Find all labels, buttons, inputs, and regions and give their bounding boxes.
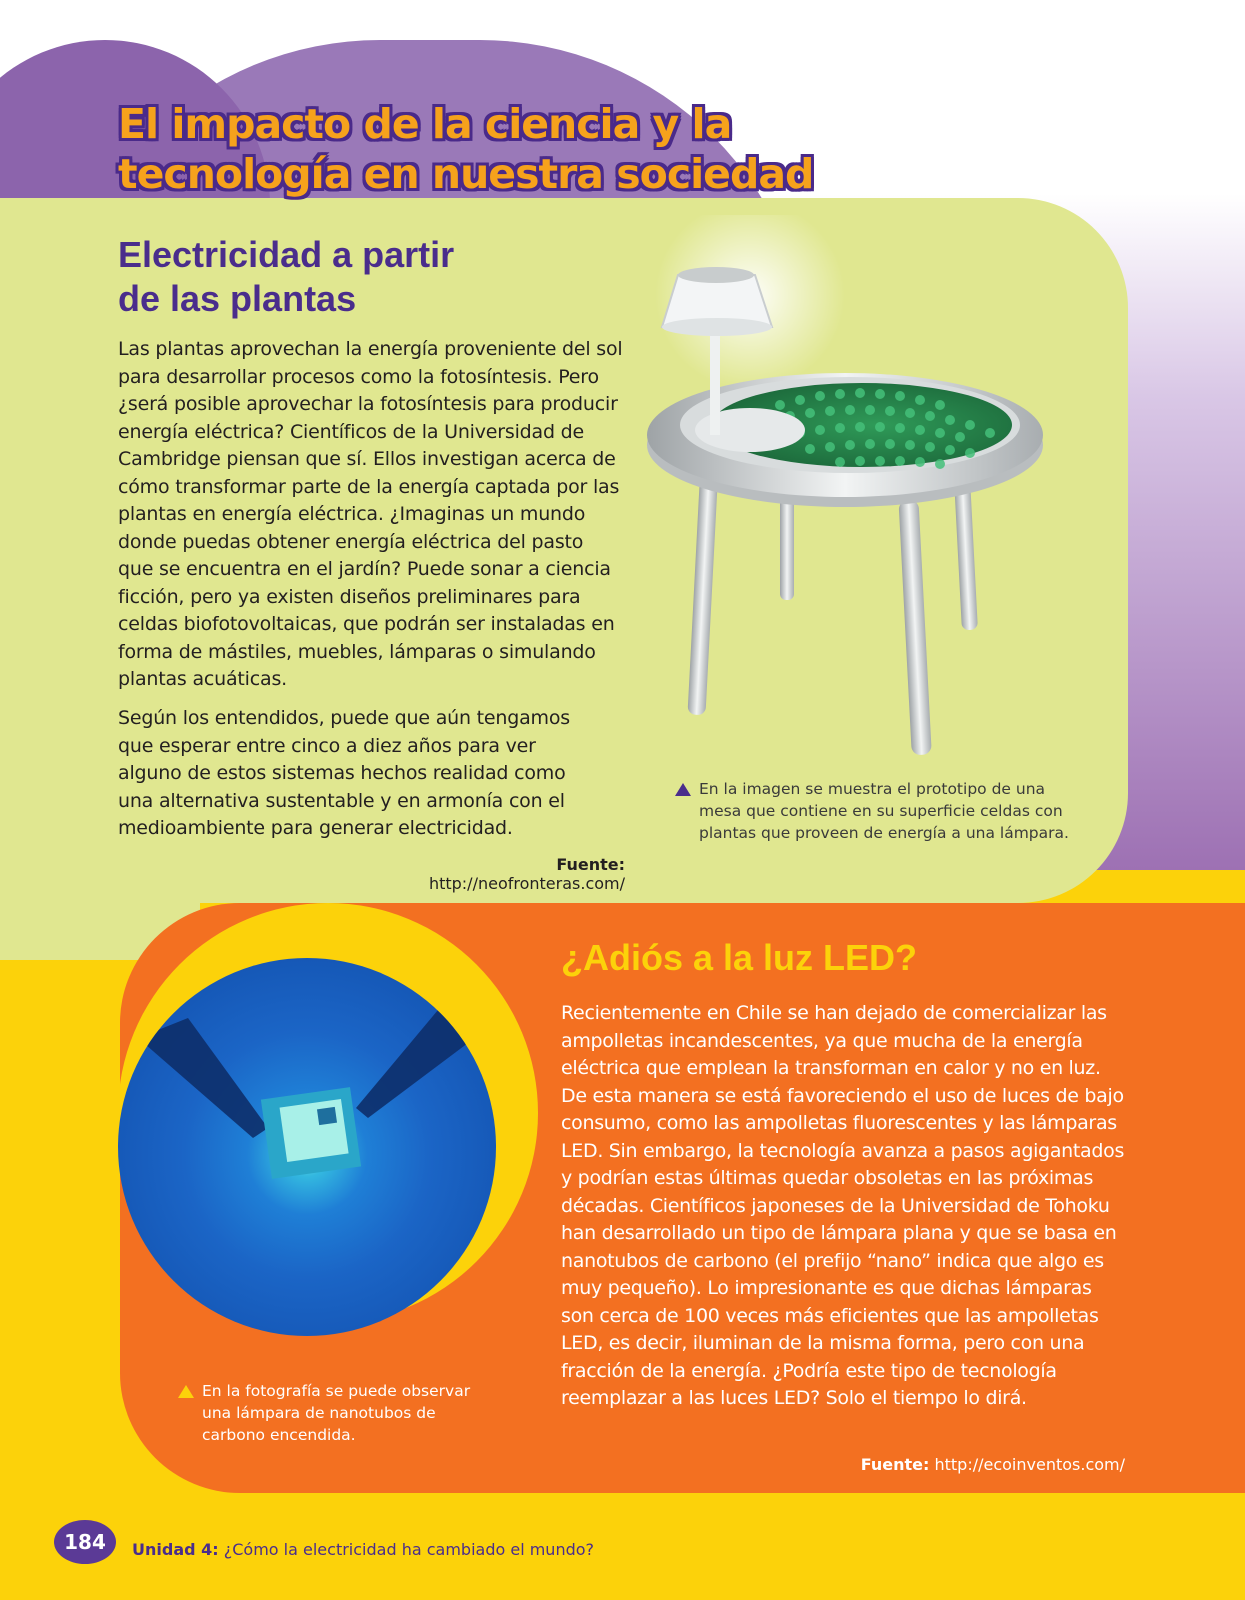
footer-unit-label: Unidad 4: — [132, 1540, 219, 1559]
caption-text: En la fotografía se puede observar una lámpara de nanotubos de carbono encendida. — [202, 1382, 471, 1444]
source-label: Fuente: — [556, 855, 625, 874]
footer-unit-title: ¿Cómo la electricidad ha cambiado el mundo? — [223, 1540, 595, 1559]
lamp-photo-art — [118, 958, 496, 1336]
section-title-line-1: Electricidad a partir — [118, 234, 455, 275]
carbon-nanotube-lamp-photo — [118, 958, 496, 1336]
section1-caption — [677, 778, 1077, 844]
section2-source — [780, 1455, 1125, 1474]
source-url: http://ecoinventos.com/ — [934, 1455, 1125, 1474]
page-title-line-1: El impacto de la ciencia y la — [118, 100, 732, 148]
caption-triangle-icon — [178, 1385, 194, 1398]
caption-triangle-icon — [675, 783, 691, 796]
section-title-plants — [118, 233, 618, 321]
source-url: http://neofronteras.com/ — [428, 874, 625, 893]
section2-paragraph: Recientemente en Chile se han dejado de comercializar las ampolletas incandescentes, ya que mucha de la energía eléctrica que emplean la transforman en calor y no en luz. De esta manera se está favoreciendo el uso de luces de bajo consumo, como las ampolletas fluorescentes y las lámparas LED. Sin embargo, la tecnología avanza a pasos agigantados y podrían estas últimas quedar obsoletas en las próximas décadas. Científicos japoneses de la Universidad de Tohoku han desarrollado un tipo de lámpara plana y que se basa en nanotubos de carbono (el prefijo “nano” indica que algo es muy pequeño). Lo impresionante es que dichas lámparas son cerca de 100 veces más eficientes que las ampolletas LED, es decir, iluminan de la misma forma, pero con una fracción de la energía. ¿Podría este tipo de tecnología reemplazar a las luces LED? Solo el tiempo lo dirá. — [561, 1002, 1125, 1409]
page-number: 184 — [64, 1530, 106, 1554]
page-title-line-2: tecnología en nuestra sociedad — [118, 150, 814, 198]
page-number-badge — [54, 1520, 116, 1564]
biophotovoltaic-table-illustration — [600, 215, 1080, 775]
footer-unit — [132, 1540, 594, 1559]
caption-text: En la imagen se muestra el prototipo de una mesa que contiene en su superficie celdas con plantas que proveen de energía a una lámpara. — [699, 780, 1069, 842]
section1-paragraph-1: Las plantas aprovechan la energía proveniente del sol para desarrollar procesos como la fotosíntesis. Pero ¿será posible aprovechar la fotosíntesis para producir energía eléctrica? Científicos de la Universidad de Cambridge piensan que sí. Ellos investigan acerca de cómo transformar parte de la energía captada por las plantas en energía eléctrica. ¿Imaginas un mundo donde puedas obtener energía eléctrica del pasto que se encuentra en el jardín? Puede sonar a ciencia ficción, pero ya existen diseños preliminares para celdas biofotovoltaicas, que podrán ser instaladas en forma de mástiles, muebles, lámparas o simulando plantas acuáticas. — [118, 338, 623, 690]
source-label: Fuente: — [860, 1455, 930, 1474]
section1-paragraph-2: Según los entendidos, puede que aún tengamos que esperar entre cinco a diez años para ver alguno de estos sistemas hechos realidad como una alternativa sustentable y en armonía con el medioambiente para generar electricidad. — [118, 707, 570, 839]
section2-caption — [180, 1380, 480, 1446]
section1-source — [360, 855, 625, 893]
section-title-line-2: de las plantas — [118, 278, 357, 319]
section-title-led: ¿Adiós a la luz LED? — [561, 937, 918, 978]
